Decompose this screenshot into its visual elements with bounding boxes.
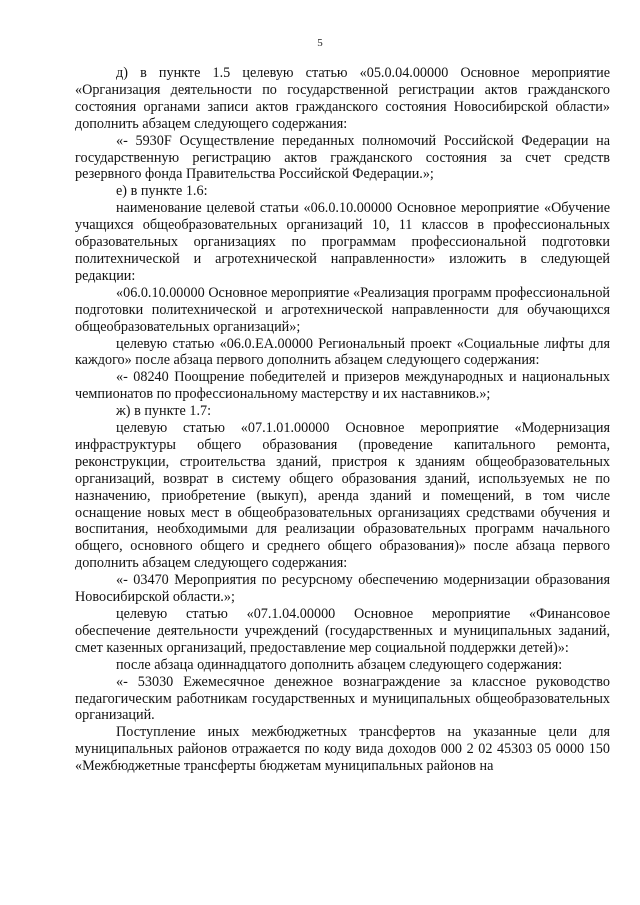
paragraph-item-d: д) в пункте 1.5 целевую статью «05.0.04.00000 Основное мероприятие «Организация деятельности по государственной регистрации актов гражданского состояния органами записи актов гражданского состояния Новосибирской области» дополнить абзацем следующего содержания: [75, 65, 610, 132]
paragraph-53030: «- 53030 Ежемесячное денежное вознаграждение за классное руководство педагогическим работникам государственных и муниципальных общеобразовательных организаций. [75, 673, 610, 724]
paragraph-after-eleventh: после абзаца одиннадцатого дополнить абзацем следующего содержания: [116, 656, 563, 673]
paragraph-item-zh: ж) в пункте 1.7: [116, 403, 212, 420]
document-body [75, 65, 610, 775]
paragraph-07-1-04: целевую статью «07.1.04.00000 Основное мероприятие «Финансовое обеспечение деятельности учреждений (государственных и муниципальных заданий, смет казенных организаций, предоставление мер социальной поддержки детей)»: [75, 606, 610, 656]
page-number: 5 [317, 37, 323, 49]
paragraph-item-e: е) в пункте 1.6: [116, 183, 208, 200]
paragraph-5930f: «- 5930F Осуществление переданных полномочий Российской Федерации на государственную регистрацию актов гражданского состояния за счет средств резервного фонда Правительства Российской Федерации.»; [75, 132, 610, 183]
paragraph-08240: «- 08240 Поощрение победителей и призеров международных и национальных чемпионатов по профессиональному мастерству и их наставников.»; [75, 369, 610, 403]
paragraph-transfers: Поступление иных межбюджетных трансфертов на указанные цели для муниципальных районов отражается по коду вида доходов 000 2 02 45303 05 0000 150 «Межбюджетные трансферты бюджетам муниципальных районов на [75, 724, 610, 775]
paragraph-target-name: наименование целевой статьи «06.0.10.00000 Основное мероприятие «Обучение учащихся общеобразовательных организаций 10, 11 классов в профессиональных образовательных организациях по программам профессиональной подготовки политехнической и агротехнической направленности» изложить в следующей редакции: [75, 200, 610, 284]
paragraph-07-1-01: целевую статью «07.1.01.00000 Основное мероприятие «Модернизация инфраструктуры общего образования (проведение капитального ремонта, реконструкции, строительства зданий, пристроя к зданиям общеобразовательных организаций, возврат в систему общего образования зданий, используемых не по назначению, приобретение (выкуп), аренда зданий и помещений, в том числе оснащение новых мест в общеобразовательных организациях средствами обучения и воспитания, необходимыми для реализации образовательных программ начального общего, основного общего и среднего общего образования)» после абзаца первого дополнить абзацем следующего содержания: [75, 420, 610, 572]
paragraph-06-0-ea: целевую статью «06.0.ЕА.00000 Региональный проект «Социальные лифты для каждого» после абзаца первого дополнить абзацем следующего содержания: [75, 335, 610, 369]
paragraph-06-0-10: «06.0.10.00000 Основное мероприятие «Реализация программ профессиональной подготовки политехнической и агротехнической направленности для обучающихся общеобразовательных организаций»; [75, 284, 610, 335]
paragraph-03470: «- 03470 Мероприятия по ресурсному обеспечению модернизации образования Новосибирской области.»; [75, 572, 610, 606]
